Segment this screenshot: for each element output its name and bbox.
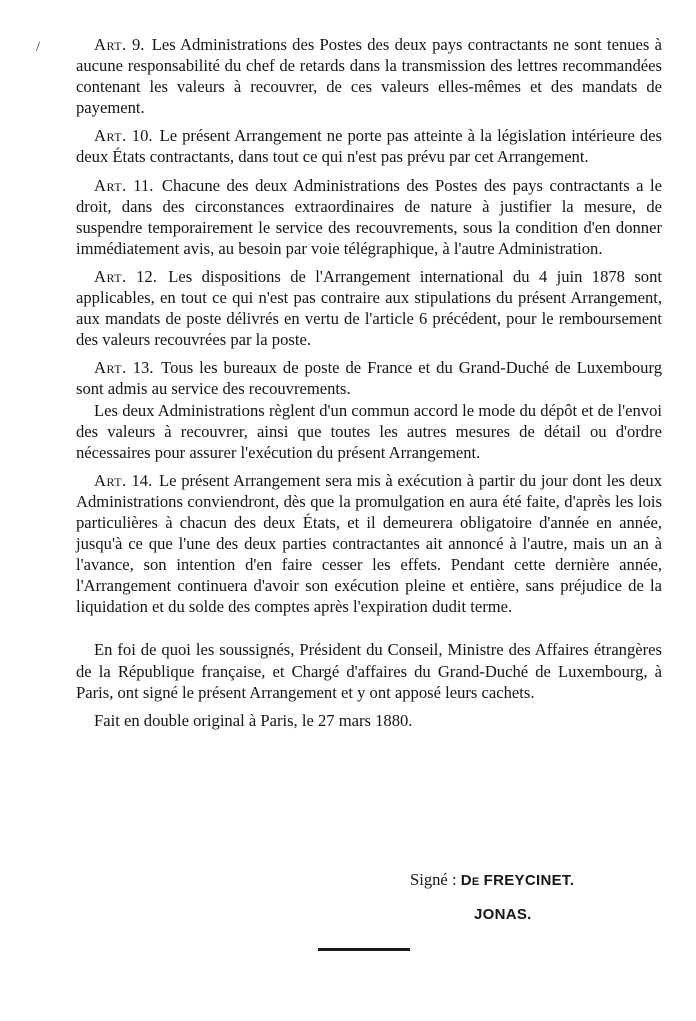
article-10 — [76, 125, 662, 167]
signature-name-jonas: JONAS. — [474, 906, 532, 923]
article-label: Art. — [94, 175, 127, 195]
signature-name-freycinet: FREYCINET. — [483, 872, 575, 889]
stray-mark: / — [36, 40, 40, 55]
article-text: Le présent Arrangement ne porte pas atteinte à la législation intérieure des deux États contractants, dans tout ce qui n'est pas prévu par cet Arrangement. — [76, 126, 662, 167]
article-label: Art. — [94, 358, 127, 378]
article-label: Art. — [94, 470, 127, 490]
article-13-continuation: Les deux Administrations règlent d'un commun accord le mode du dépôt et de l'envoi des valeurs à recouvrer, ainsi que toutes les autres mesures de détail ou d'ordre nécessaires pour assurer l'exécution du présent Arrangement. — [76, 400, 662, 462]
article-number: 14. — [131, 470, 153, 490]
article-12 — [76, 266, 662, 350]
signature-particle: De — [460, 872, 480, 889]
article-number: 11. — [133, 175, 154, 195]
article-13 — [76, 357, 662, 399]
article-14 — [76, 470, 662, 618]
article-number: 13. — [132, 358, 154, 378]
closing-rule — [318, 948, 410, 951]
fait-line: Fait en double original à Paris, le 27 mars 1880. — [94, 710, 413, 730]
article-text: Tous les bureaux de poste de France et du Grand-Duché de Luxembourg sont admis au service des recouvrements. — [76, 358, 662, 399]
signe-label: Signé : — [410, 870, 457, 889]
article-text: Les Administrations des Postes des deux pays contractants ne sont tenues à aucune responsabilité du chef de retards dans la transmission des lettres recommandées contenant les valeurs à recouvrer, de ces valeurs elles-mêmes et des mandats de payement. — [76, 35, 662, 118]
document-body — [76, 34, 662, 738]
article-number: 12. — [136, 266, 157, 286]
article-label: Art. — [94, 126, 127, 146]
article-text: Les dispositions de l'Arrangement international du 4 juin 1878 sont applicables, en tout ce qui n'est pas contraire aux stipulations du présent Arrangement, aux mandats de poste délivrés en vertu de l'article 6 précédent, pour le remboursement des valeurs recouvrées par la poste. — [76, 266, 663, 350]
article-number: 10. — [131, 126, 153, 146]
article-text: Le présent Arrangement sera mis à exécution à partir du jour dont les deux Administrations conviendront, dès que la promulgation en aura été faite, d'après les lois particulières à chacun des deux États, et il demeurera obligatoire d'année en année, jusqu'à ce que l'une des deux parties contractantes ait annoncé à l'autre, mais un an à l'avance, son intention d'en faire cesser les effets. Pendant cette dernière année, l'Arrangement continuera d'avoir son exécution pleine et entière, sans préjudice de la liquidation et du solde des comptes après l'expiration dudit terme. — [76, 470, 663, 617]
article-11 — [76, 175, 662, 259]
article-9 — [76, 34, 662, 118]
article-label: Art. — [94, 35, 127, 54]
article-text: Chacune des deux Administrations des Postes des pays contractants a le droit, dans des circonstances extraordinaires de nature à justifier la mesure, de suspendre temporairement le service des recouvrements, sous la condition d'en donner immédiatement avis, au besoin par voie télégraphique, à l'autre Administration. — [76, 175, 663, 258]
closing-paragraph: En foi de quoi les soussignés, Président du Conseil, Ministre des Affaires étrangères de la République française, et Chargé d'affaires du Grand-Duché de Luxembourg, à Paris, ont signé le présent Arrangement et y ont apposé leurs cachets. — [76, 640, 662, 702]
signature-line-freycinet — [410, 870, 574, 890]
article-label: Art. — [94, 266, 127, 286]
article-number: 9. — [132, 35, 145, 54]
